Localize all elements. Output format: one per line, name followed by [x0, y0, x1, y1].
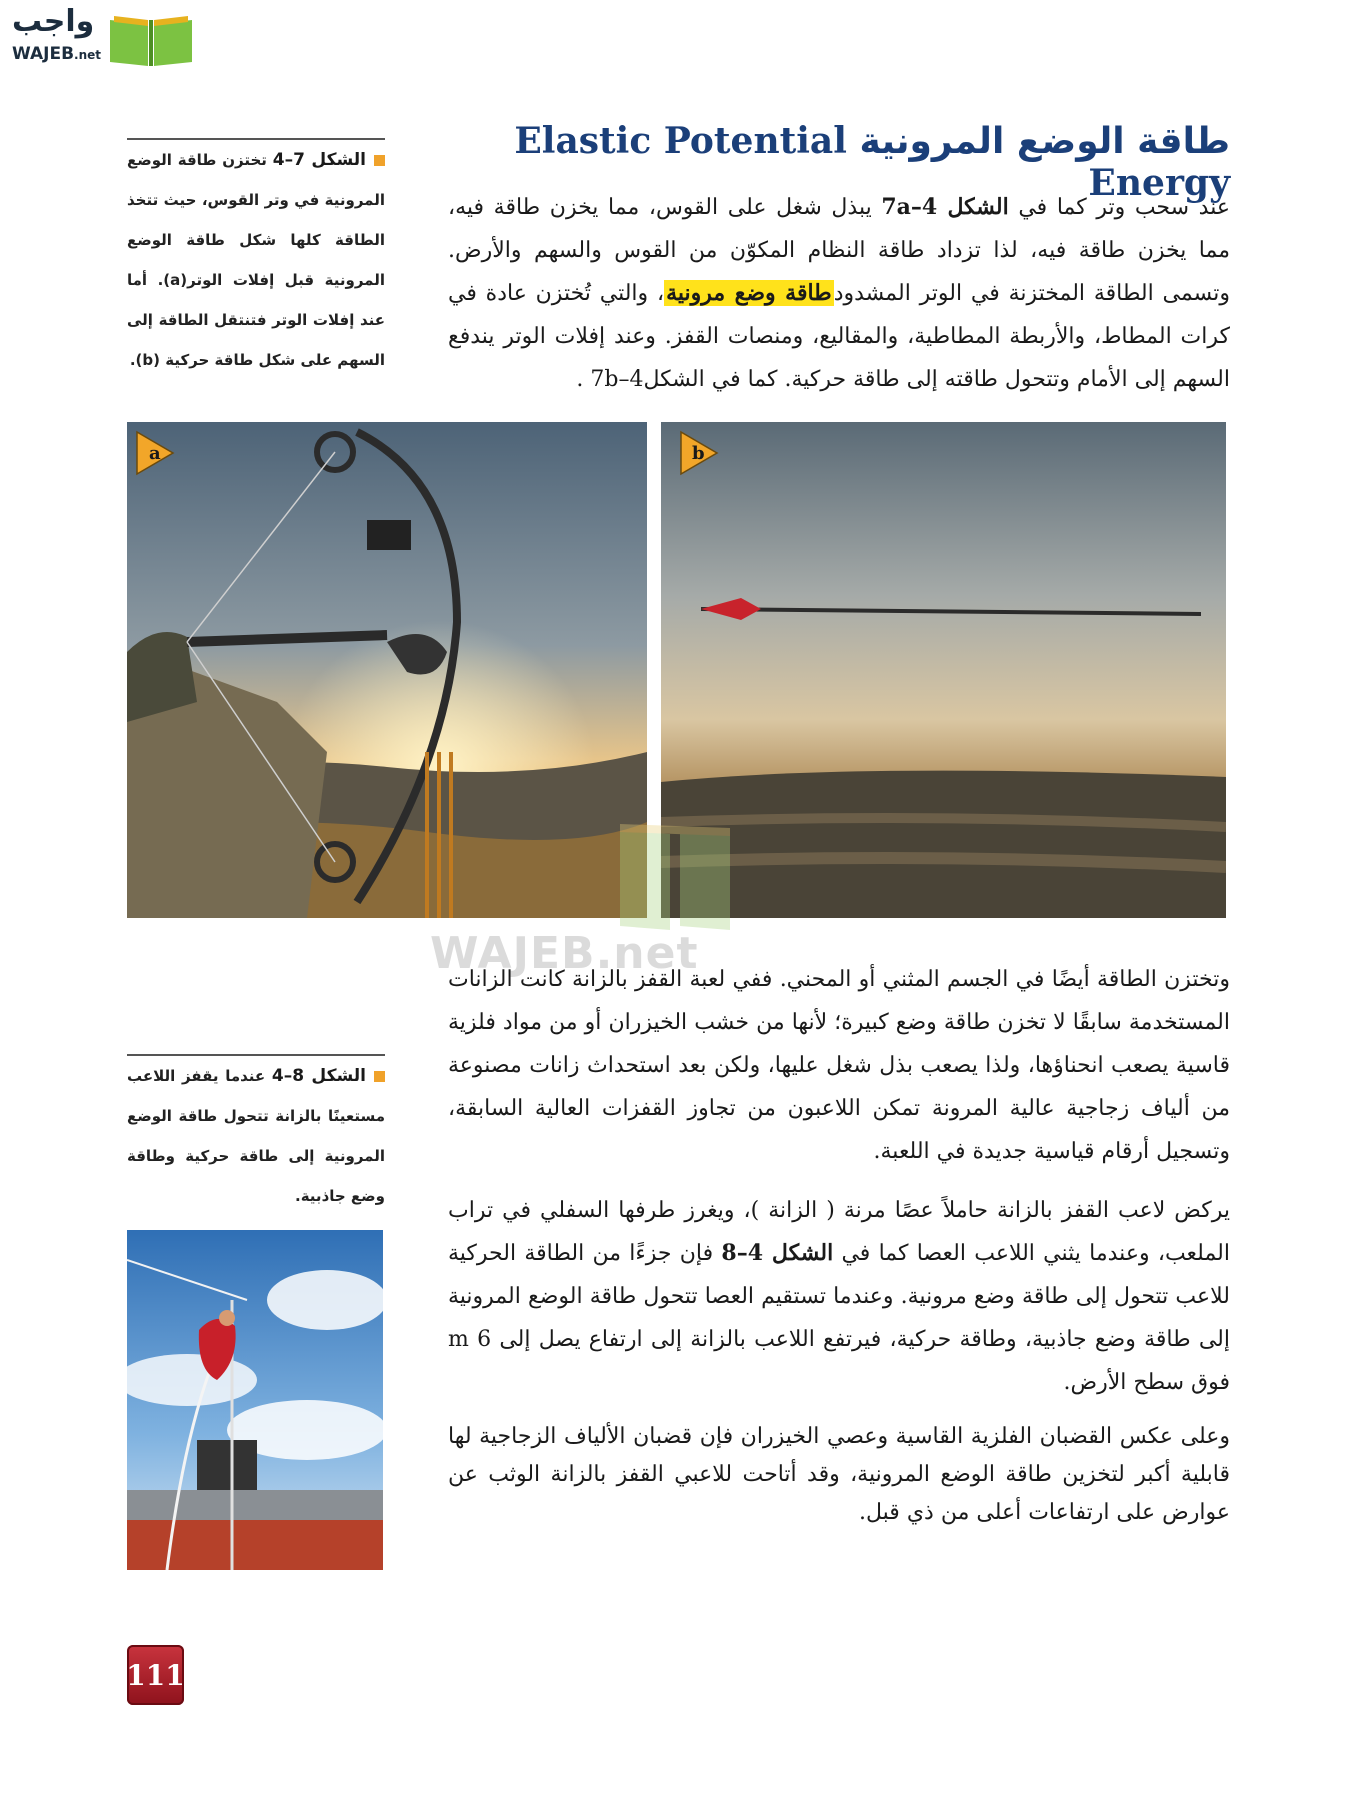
logo-arabic-text: واجب	[12, 4, 95, 39]
paragraph-text: فإن جزءًا من الطاقة الحركية للاعب تتحول إلى طاقة وضع مرونية. وعندما تستقيم العصا تتحول طاقة الوضع المرونية إلى طاقة وضع جاذبية، وطاقة حركية، فيرتفع اللاعب بالزانة إلى ارتفاع يصل إلى 6 m فوق سطح الأرض.	[448, 1241, 1230, 1395]
heading-english: Elastic Potential Energy	[514, 120, 1230, 204]
highlighted-term: طاقة وضع مرونية	[666, 280, 832, 306]
pole-vault-photo	[127, 1230, 383, 1570]
caption-divider	[127, 138, 385, 140]
figure-caption-4-8	[127, 1056, 385, 1216]
figure-reference: الشكل 4–7a	[881, 194, 1009, 220]
caption-text: تختزن طاقة الوضع المرونية في وتر القوس، حيث تتخذ الطاقة كلها شكل طاقة الوضع المرونية قبل إفلات الوتر(a). أما عند إفلات الوتر فتنتقل الطاقة إلى السهم على شكل طاقة حركية (b).	[127, 151, 385, 369]
page-number: 111	[127, 1645, 184, 1705]
heading-arabic: طاقة الوضع المرونية	[859, 121, 1230, 162]
figure-label-b	[679, 430, 719, 476]
caption-bullet-icon	[374, 155, 385, 166]
paragraph-text: ، والتي تُختزن عادة في كرات المطاط، والأربطة المطاطية، والمقاليع، ومنصات القفز. وعند إفلات الوتر يندفع السهم إلى الأمام وتتحول طاقته إلى طاقة حركية. كما في الشكل4–7b .	[448, 281, 1230, 392]
logo-english-text: WAJEB.net	[12, 44, 102, 64]
caption-bullet-icon	[374, 1071, 385, 1082]
paragraph-text: يركض لاعب القفز بالزانة حاملاً عصًا مرنة ( الزانة )، ويغرز طرفها السفلي في تراب الملعب، وعندما يثني اللاعب العصا كما في	[448, 1198, 1230, 1266]
paragraph-text: عند سحب وتر كما في	[1008, 195, 1230, 220]
paragraph-text: يبذل شغل على القوس، مما يخزن طاقة فيه، مما يخزن طاقة فيه، لذا تزداد طاقة النظام المكوّن من القوس والسهم والأرض. وتسمى الطاقة المختزنة في الوتر المشدود	[448, 195, 1230, 306]
figure-label-a	[135, 430, 175, 476]
caption-figure-label: الشكل 8–4	[271, 1066, 366, 1086]
site-logo[interactable]	[12, 4, 192, 70]
archer-photo	[127, 422, 647, 918]
paragraph-4: وعلى عكس القضبان الفلزية القاسية وعصي الخيزران فإن قضبان الألياف الزجاجية لها قابلية أكبر لتخزين طاقة الوضع المرونية، وقد أتاحت للاعبي القفز بالزانة الوثب عن عوارض على ارتفاعات أعلى من ذي قبل.	[448, 1424, 1230, 1525]
caption-text: عندما يقفز اللاعب مستعينًا بالزانة تتحول طاقة الوضع المرونية إلى طاقة حركية وطاقة وضع جاذبية.	[127, 1067, 385, 1205]
figure-reference: الشكل 4–8	[721, 1240, 834, 1266]
caption-figure-label: الشكل 7–4	[272, 150, 366, 170]
paragraph-1	[448, 186, 1230, 401]
open-book-icon	[106, 6, 196, 68]
paragraph-3	[448, 1189, 1230, 1404]
svg-text:a: a	[149, 443, 161, 464]
paragraph-2: وتختزن الطاقة أيضًا في الجسم المثني أو المحني. ففي لعبة القفز بالزانة كانت الزانات المستخدمة سابقًا لا تخزن طاقة وضع كبيرة؛ لأنها من خشب الخيزران أو من مواد فلزية قاسية يصعب انحناؤها، ولذا يصعب بذل شغل عليها، ولكن بعد استحداث زانات مصنوعة من ألياف زجاجية عالية المرونة تمكن اللاعبون من تجاوز القفزات العالية السابقة، وتسجيل أرقام قياسية جديدة في اللعبة.	[448, 967, 1230, 1164]
svg-text:b: b	[692, 443, 705, 464]
figure-caption-4-7	[127, 140, 385, 380]
watermark-text: WAJEB.net	[430, 928, 699, 979]
arrow-flight-photo	[661, 422, 1226, 918]
